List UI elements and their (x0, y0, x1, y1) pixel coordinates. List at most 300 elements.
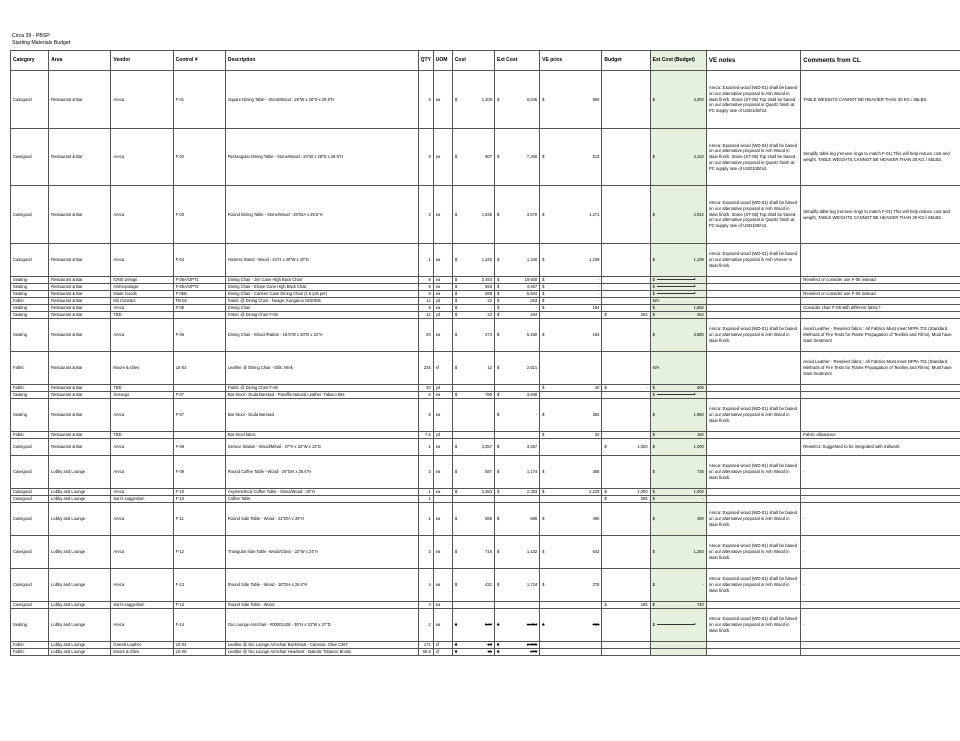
ve-notes-cell[interactable]: Areca: Exposed wood (WD-01) shall be based on our alternative proposal in Ash Wood in stain finish. Stone (ST-05) Top shall be based on our alternative proposal in Quartz finish at PC supply rate of USD100/m2. (706, 71, 800, 129)
cl-comments-cell[interactable]: Reselect: Suggested to be integrated with millwork (801, 439, 960, 456)
ext-cost-cell[interactable]: $ 686 (494, 503, 539, 536)
uom-cell[interactable]: sf (433, 642, 452, 649)
ext-cost-budget-cell[interactable]: $ 3,880 (650, 319, 706, 352)
ext-cost-cell[interactable]: $ 263 (494, 298, 539, 305)
description-cell[interactable]: Coffee Table (225, 496, 418, 503)
cost-cell[interactable] (452, 602, 494, 609)
cost-cell[interactable]: $ 686 (452, 503, 494, 536)
ve-notes-cell[interactable] (706, 352, 800, 385)
description-cell[interactable]: Rectangular Dining Table - Stone/Wood - 24"W x 28"D x 29.5"H (225, 129, 418, 186)
vendor-cell[interactable]: Made Goods (111, 291, 173, 298)
control-cell[interactable]: F-02 (173, 129, 225, 186)
ext-cost-cell[interactable]: $ 5,504 (494, 291, 539, 298)
cost-cell[interactable] (452, 496, 494, 503)
area-cell[interactable]: Lobby and Lounge (49, 456, 111, 489)
ext-cost-cell[interactable]: $ 2,621 (494, 352, 539, 385)
ve-price-cell[interactable]: $ - (540, 298, 602, 305)
qty-cell[interactable]: 225 (418, 352, 433, 385)
cost-cell[interactable]: $ - (452, 305, 494, 312)
ve-notes-cell[interactable] (706, 489, 800, 496)
uom-cell[interactable]: ea (433, 71, 452, 129)
ve-price-cell[interactable] (540, 649, 602, 656)
vendor-cell[interactable]: Areca (111, 319, 173, 352)
ext-cost-cell[interactable]: $ 1,432 (494, 536, 539, 569)
ext-cost-cell[interactable]: $ 264 (494, 312, 539, 319)
uom-cell[interactable]: ea (433, 489, 452, 496)
ext-cost-budget-cell[interactable]: $ (650, 291, 706, 298)
uom-cell[interactable]: ea (433, 609, 452, 642)
ext-cost-cell[interactable]: $ 7,256 (494, 129, 539, 186)
area-cell[interactable]: Lobby and Lounge (49, 503, 111, 536)
control-cell[interactable]: F-06 (173, 319, 225, 352)
ext-cost-cell[interactable]: $ 678 (494, 649, 539, 656)
category-cell[interactable]: Casegood (11, 129, 49, 186)
column-header[interactable]: QTY (418, 51, 433, 71)
ve-price-cell[interactable]: $ 860 (540, 71, 602, 129)
vendor-cell[interactable]: Sari's suggestion (111, 602, 173, 609)
vendor-cell[interactable]: Areca (111, 536, 173, 569)
cl-comments-cell[interactable]: TABLE WEIGHTS CANNOT BE HEAVIER THAN 30 KG / 65LBS. (801, 71, 960, 129)
vendor-cell[interactable]: Sari's suggestion (111, 496, 173, 503)
area-cell[interactable]: Lobby and Lounge (49, 602, 111, 609)
uom-cell[interactable]: yd (433, 432, 452, 439)
budget-cell[interactable] (602, 186, 650, 244)
ext-cost-budget-cell[interactable]: $ 1,552 (650, 305, 706, 312)
ext-cost-budget-cell[interactable]: $ 150 (650, 432, 706, 439)
description-cell[interactable]: Square Dining Table - Stone/Wood - 28"W x 28"D x 29.5"H (225, 71, 418, 129)
ext-cost-budget-cell[interactable]: $ 1,000 (650, 439, 706, 456)
budget-cell[interactable] (602, 129, 650, 186)
ve-price-cell[interactable] (540, 642, 602, 649)
description-cell[interactable]: Fabric @ Dining Chair F-06 (225, 385, 418, 392)
cost-cell[interactable]: $ 273 (452, 319, 494, 352)
budget-cell[interactable] (602, 284, 650, 291)
ext-cost-cell[interactable]: $ 3,357 (494, 439, 539, 456)
vendor-cell[interactable]: Areca (111, 489, 173, 496)
ve-notes-cell[interactable]: Areca: Exposed wood (WD-01) shall be based on our alternative proposal in Ash Wood in stain finish. (706, 536, 800, 569)
area-cell[interactable]: Restaurant & Bar (49, 432, 111, 439)
area-cell[interactable]: Lobby and Lounge (49, 649, 111, 656)
uom-cell[interactable]: ea (433, 244, 452, 277)
area-cell[interactable]: Restaurant & Bar (49, 277, 111, 284)
cl-comments-cell[interactable] (801, 312, 960, 319)
budget-cell[interactable]: $ 1,000 (602, 489, 650, 496)
area-cell[interactable]: Lobby and Lounge (49, 642, 111, 649)
uom-cell[interactable] (433, 496, 452, 503)
ve-notes-cell[interactable]: Areca: Exposed wood (WD-01) shall be based on our alternative proposal in Ash Wood in stain finish. Stone (ST-05) Top shall be based on our alternative proposal in Quartz finish at PC supply rate of USD100/m2. (706, 186, 800, 244)
budget-cell[interactable] (602, 503, 650, 536)
control-cell[interactable]: F-07 (173, 399, 225, 432)
category-cell[interactable]: Fabric (11, 432, 49, 439)
column-header[interactable]: VE notes (706, 51, 800, 71)
area-cell[interactable]: Restaurant & Bar (49, 71, 111, 129)
ve-notes-cell[interactable] (706, 392, 800, 399)
ext-cost-cell[interactable] (494, 385, 539, 392)
description-cell[interactable]: Bar Stool - Duda Barstool - Paraffin Natural Leather: Tabaco 894 (225, 392, 418, 399)
description-cell[interactable]: Gio Lounge Armchair - #00001428 - 35"H x 33"W x 37"D (225, 609, 418, 642)
ext-cost-cell[interactable]: $ 6,045 (494, 71, 539, 129)
uom-cell[interactable]: ea (433, 291, 452, 298)
vendor-cell[interactable]: Moore & Giles (111, 352, 173, 385)
category-cell[interactable]: Fabric (11, 642, 49, 649)
ext-cost-cell[interactable]: $ 1,340 (494, 244, 539, 277)
ve-notes-cell[interactable]: Areca: Exposed wood (WD-01) shall be based on our alternative proposal in Ash Wood in stain finish. (706, 609, 800, 642)
uom-cell[interactable]: ea (433, 186, 452, 244)
ve-price-cell[interactable] (540, 439, 602, 456)
category-cell[interactable]: Fabric (11, 298, 49, 305)
ext-cost-cell[interactable]: $ - (494, 305, 539, 312)
budget-cell[interactable] (602, 71, 650, 129)
control-cell[interactable]: F-08 (173, 439, 225, 456)
ext-cost-budget-cell[interactable]: $ - (650, 496, 706, 503)
ve-price-cell[interactable] (540, 312, 602, 319)
column-header[interactable]: Budget (602, 51, 650, 71)
description-cell[interactable]: Service Station - Wood/Metal - 37"H x 32"W x 16"D (225, 439, 418, 456)
column-header[interactable]: Area (49, 51, 111, 71)
area-cell[interactable]: Lobby and Lounge (49, 489, 111, 496)
budget-cell[interactable] (602, 291, 650, 298)
description-cell[interactable]: Fabric @ Dining Chair - Nuage; Kangaroo NGE006 (225, 298, 418, 305)
qty-cell[interactable]: 8 (418, 129, 433, 186)
qty-cell[interactable]: 171 (418, 642, 433, 649)
qty-cell[interactable]: 1 (418, 503, 433, 536)
ve-notes-cell[interactable]: Areca: Exposed wood (WD-01) shall be based on our alternative proposal in Ash Wood in stain finish. (706, 399, 800, 432)
cl-comments-cell[interactable]: Avoid Leather - Reselect fabric : All Fabrics Must meet NFPA 701 (Standard Methods of Fire Tests for Flame Propagation of Textiles and Films). Must have stain treatment (801, 352, 960, 385)
cost-cell[interactable]: $ 688 (452, 291, 494, 298)
vendor-cell[interactable]: Garrett Leather (111, 642, 173, 649)
cl-comments-cell[interactable] (801, 392, 960, 399)
ve-notes-cell[interactable] (706, 432, 800, 439)
vendor-cell[interactable]: Areca (111, 569, 173, 602)
qty-cell[interactable]: 4 (418, 569, 433, 602)
uom-cell[interactable]: yd (433, 298, 452, 305)
category-cell[interactable]: Seating (11, 284, 49, 291)
ve-price-cell[interactable]: $ - (540, 291, 602, 298)
qty-cell[interactable]: 30 (418, 385, 433, 392)
ve-price-cell[interactable] (540, 496, 602, 503)
cl-comments-cell[interactable]: - (801, 536, 960, 569)
vendor-cell[interactable]: Areca (111, 503, 173, 536)
qty-cell[interactable]: 20 (418, 319, 433, 352)
budget-cell[interactable] (602, 609, 650, 642)
ext-cost-budget-cell[interactable]: $ 1,960 (650, 399, 706, 432)
column-header[interactable]: Ext Cost (494, 51, 539, 71)
budget-cell[interactable]: $ 1,000 (602, 439, 650, 456)
control-cell[interactable] (173, 385, 225, 392)
category-cell[interactable]: Casegood (11, 71, 49, 129)
vendor-cell[interactable]: Areca (111, 305, 173, 312)
ext-cost-budget-cell[interactable]: $ 4,300 (650, 71, 706, 129)
budget-cell[interactable] (602, 432, 650, 439)
cost-cell[interactable]: $ 716 (452, 536, 494, 569)
budget-cell[interactable] (602, 319, 650, 352)
control-cell[interactable]: F-10 (173, 489, 225, 496)
cost-cell[interactable]: $ 558 (452, 284, 494, 291)
category-cell[interactable]: Casegood (11, 489, 49, 496)
description-cell[interactable]: Hostess Stand - Wood - 44"H x 30"W x 20"D (225, 244, 418, 277)
cost-cell[interactable]: $ 12 (452, 352, 494, 385)
column-header[interactable]: Comments from CL (801, 51, 960, 71)
vendor-cell[interactable]: Areca (111, 439, 173, 456)
cl-comments-cell[interactable]: Reselect or consider use F-06 instead (801, 291, 960, 298)
ve-price-cell[interactable]: $ 20 (540, 385, 602, 392)
control-cell[interactable]: F-13 (173, 569, 225, 602)
cl-comments-cell[interactable]: Fabric allowance (801, 432, 960, 439)
budget-cell[interactable] (602, 569, 650, 602)
category-cell[interactable]: Seating (11, 277, 49, 284)
description-cell[interactable]: Round Side Table - Wood - 18"DIA x 25.5"H (225, 569, 418, 602)
control-cell[interactable]: F-03 (173, 186, 225, 244)
area-cell[interactable]: Restaurant & Bar (49, 291, 111, 298)
ext-cost-budget-cell[interactable]: $ 4,104 (650, 129, 706, 186)
qty-cell[interactable]: 4 (418, 602, 433, 609)
budget-cell[interactable] (602, 456, 650, 489)
category-cell[interactable]: Seating (11, 392, 49, 399)
category-cell[interactable]: Casegood (11, 503, 49, 536)
ext-cost-budget-cell[interactable]: $ 736 (650, 456, 706, 489)
cl-comments-cell[interactable] (801, 385, 960, 392)
budget-cell[interactable] (602, 298, 650, 305)
control-cell[interactable]: FB-04 (173, 298, 225, 305)
ve-notes-cell[interactable] (706, 642, 800, 649)
control-cell[interactable]: LE-05 (173, 649, 225, 656)
ve-notes-cell[interactable]: Areca: Exposed wood (WD-01) shall be based on our alternative proposal in Ash Wood in stain finish. (706, 569, 800, 602)
ext-cost-cell[interactable]: $ 19,600 (494, 277, 539, 284)
description-cell[interactable]: Dining Chair - Eloise Cane High Back Chair (225, 284, 418, 291)
description-cell[interactable]: Leather @ Gio Lounge Armchair Headrest - Dakota: Tobacco Brown (225, 649, 418, 656)
vendor-cell[interactable]: Moore & Giles (111, 649, 173, 656)
vendor-cell[interactable]: Areca (111, 71, 173, 129)
qty-cell[interactable]: 2 (418, 186, 433, 244)
cost-cell[interactable]: $ 2,383 (452, 489, 494, 496)
vendor-cell[interactable]: Areca (111, 129, 173, 186)
cl-comments-cell[interactable]: - (801, 456, 960, 489)
uom-cell[interactable]: ea (433, 399, 452, 432)
cl-comments-cell[interactable]: - (801, 569, 960, 602)
ext-cost-cell[interactable]: $ 4,467 (494, 284, 539, 291)
cl-comments-cell[interactable]: - (801, 503, 960, 536)
description-cell[interactable]: Bar Stool fabric (225, 432, 418, 439)
area-cell[interactable]: Restaurant & Bar (49, 244, 111, 277)
cost-cell[interactable]: $ 587 (452, 456, 494, 489)
qty-cell[interactable]: 8 (418, 305, 433, 312)
ve-price-cell[interactable]: $ 1,109 (540, 244, 602, 277)
category-cell[interactable]: Casegood (11, 496, 49, 503)
category-cell[interactable]: Casegood (11, 244, 49, 277)
cost-cell[interactable]: $ 3,357 (452, 439, 494, 456)
budget-cell[interactable]: $ 185 (602, 602, 650, 609)
budget-cell[interactable] (602, 399, 650, 432)
description-cell[interactable]: Dining Chair - Wood /Rattan - 18.5"W x 20"D x 34"H (225, 319, 418, 352)
cost-cell[interactable]: $ 431 (452, 569, 494, 602)
ve-notes-cell[interactable]: Areca: Exposed wood (WD-01) shall be based on our alternative proposal in Ash Wood in stain finish. (706, 456, 800, 489)
description-cell[interactable]: Round Dining Table - Stone/Wood - 28"DIA x 29.5"H (225, 186, 418, 244)
category-cell[interactable]: Casegood (11, 186, 49, 244)
cl-comments-cell[interactable]: - (801, 489, 960, 496)
cost-cell[interactable]: $ 1,209 (452, 71, 494, 129)
column-header[interactable]: Control # (173, 51, 225, 71)
category-cell[interactable]: Seating (11, 305, 49, 312)
ve-notes-cell[interactable] (706, 602, 800, 609)
column-header[interactable]: Category (11, 51, 49, 71)
cost-cell[interactable]: $ 11 (452, 649, 494, 656)
uom-cell[interactable]: ea (433, 536, 452, 569)
qty-cell[interactable]: 8 (418, 291, 433, 298)
cl-comments-cell[interactable] (801, 244, 960, 277)
ve-price-cell[interactable]: $ - (540, 284, 602, 291)
ve-notes-cell[interactable]: Areca: Exposed wood (WD-01) shall be based on our alternative proposal in Ash Veneer in stain finish. (706, 244, 800, 277)
category-cell[interactable]: Casegood (11, 569, 49, 602)
budget-cell[interactable] (602, 352, 650, 385)
description-cell[interactable]: Round Side Table - Wood (225, 602, 418, 609)
vendor-cell[interactable]: Areca (111, 609, 173, 642)
cost-cell[interactable]: $ 907 (452, 129, 494, 186)
ext-cost-budget-cell[interactable]: $ (650, 284, 706, 291)
control-cell[interactable]: F-14 (173, 609, 225, 642)
ext-cost-cell[interactable]: $ 1,174 (494, 456, 539, 489)
qty-cell[interactable]: 12 (418, 312, 433, 319)
ext-cost-budget-cell[interactable]: $ 1,109 (650, 244, 706, 277)
ext-cost-cell[interactable]: $ 1,894 (494, 609, 539, 642)
ext-cost-budget-cell[interactable] (650, 642, 706, 649)
ve-notes-cell[interactable] (706, 439, 800, 456)
control-cell[interactable] (173, 312, 225, 319)
cost-cell[interactable] (452, 385, 494, 392)
description-cell[interactable]: Round Coffee Table - Wood - 26"DIA x 25.5"H (225, 456, 418, 489)
ext-cost-cell[interactable]: $ 3,670 (494, 186, 539, 244)
ext-cost-budget-cell[interactable]: $ (650, 609, 706, 642)
uom-cell[interactable]: ea (433, 305, 452, 312)
cl-comments-cell[interactable]: - (801, 649, 960, 656)
vendor-cell[interactable]: Areca (111, 244, 173, 277)
ext-cost-budget-cell[interactable]: $ (650, 277, 706, 284)
area-cell[interactable]: Restaurant & Bar (49, 439, 111, 456)
budget-cell[interactable] (602, 305, 650, 312)
control-cell[interactable] (173, 432, 225, 439)
area-cell[interactable]: Lobby and Lounge (49, 569, 111, 602)
category-cell[interactable]: Casegood (11, 602, 49, 609)
area-cell[interactable]: Restaurant & Bar (49, 385, 111, 392)
control-cell[interactable]: F-07 (173, 392, 225, 399)
category-cell[interactable]: Fabric (11, 352, 49, 385)
ve-price-cell[interactable]: $ - (540, 277, 602, 284)
category-cell[interactable]: Seating (11, 399, 49, 432)
cost-cell[interactable]: $ 18 (452, 642, 494, 649)
uom-cell[interactable]: yd (433, 312, 452, 319)
qty-cell[interactable]: 5 (418, 71, 433, 129)
area-cell[interactable]: Lobby and Lounge (49, 496, 111, 503)
ext-cost-budget-cell[interactable]: $ 2,542 (650, 186, 706, 244)
control-cell[interactable]: F-05A/OPT1 (173, 277, 225, 284)
vendor-cell[interactable]: TBD (111, 432, 173, 439)
ve-notes-cell[interactable] (706, 277, 800, 284)
area-cell[interactable]: Restaurant & Bar (49, 399, 111, 432)
ve-price-cell[interactable]: $ 20 (540, 432, 602, 439)
cost-cell[interactable]: $ 1,835 (452, 186, 494, 244)
ve-price-cell[interactable]: $ 392 (540, 399, 602, 432)
budget-cell[interactable] (602, 244, 650, 277)
category-cell[interactable]: Seating (11, 609, 49, 642)
ext-cost-budget-cell[interactable]: N/A (650, 298, 706, 305)
uom-cell[interactable]: ea (433, 284, 452, 291)
category-cell[interactable]: Casegood (11, 456, 49, 489)
control-cell[interactable]: F-12 (173, 536, 225, 569)
qty-cell[interactable]: 5 (418, 392, 433, 399)
ext-cost-cell[interactable] (494, 432, 539, 439)
category-cell[interactable]: Casegood (11, 439, 49, 456)
area-cell[interactable]: Restaurant & Bar (49, 284, 111, 291)
area-cell[interactable]: Restaurant & Bar (49, 129, 111, 186)
area-cell[interactable]: Restaurant & Bar (49, 298, 111, 305)
uom-cell[interactable]: ea (433, 277, 452, 284)
ext-cost-cell[interactable]: $ 1,724 (494, 569, 539, 602)
ext-cost-cell[interactable]: $ 2,989 (494, 642, 539, 649)
category-cell[interactable]: Casegood (11, 536, 49, 569)
ext-cost-budget-cell[interactable]: $ 490 (650, 503, 706, 536)
ve-notes-cell[interactable] (706, 496, 800, 503)
cost-cell[interactable]: $ 947 (452, 609, 494, 642)
uom-cell[interactable]: ea (433, 439, 452, 456)
budget-cell[interactable]: $ - (602, 385, 650, 392)
description-cell[interactable]: Dining Chair - Jim Cane High Back Chair (225, 277, 418, 284)
ve-notes-cell[interactable] (706, 284, 800, 291)
qty-cell[interactable]: 8 (418, 277, 433, 284)
vendor-cell[interactable]: IONS Design (111, 277, 173, 284)
ve-notes-cell[interactable] (706, 649, 800, 656)
ext-cost-cell[interactable]: $ 3,938 (494, 392, 539, 399)
vendor-cell[interactable]: Sossego (111, 392, 173, 399)
qty-cell[interactable]: 5 (418, 399, 433, 432)
ve-price-cell[interactable]: $ 490 (540, 503, 602, 536)
ext-cost-budget-cell[interactable]: $ (650, 392, 706, 399)
ext-cost-budget-cell[interactable] (650, 649, 706, 656)
qty-cell[interactable]: 1 (418, 489, 433, 496)
cl-comments-cell[interactable]: Avoid Leather - Reselect fabric : All Fabrics Must meet NFPA 701 (Standard Methods of Fire Tests for Flame Propagation of Textiles and Films). Must have stain treatment (801, 319, 960, 352)
ve-notes-cell[interactable] (706, 305, 800, 312)
ext-cost-cell[interactable]: $ 5,460 (494, 319, 539, 352)
ve-notes-cell[interactable]: Areca: Exposed wood (WD-01) shall be based on our alternative proposal in Ash Wood in stain finish. (706, 503, 800, 536)
category-cell[interactable]: Seating (11, 319, 49, 352)
vendor-cell[interactable]: Areca (111, 456, 173, 489)
vendor-cell[interactable]: Anthropologie (111, 284, 173, 291)
description-cell[interactable]: Bar Stool - Duda Barstool (225, 399, 418, 432)
uom-cell[interactable]: ea (433, 392, 452, 399)
ext-cost-budget-cell[interactable]: $ 600 (650, 385, 706, 392)
uom-cell[interactable]: ea (433, 569, 452, 602)
ext-cost-cell[interactable]: $ 2,383 (494, 489, 539, 496)
ve-price-cell[interactable]: $ 642 (540, 536, 602, 569)
uom-cell[interactable]: ea (433, 456, 452, 489)
uom-cell[interactable]: ea (433, 319, 452, 352)
budget-cell[interactable]: $ 395 (602, 496, 650, 503)
ext-cost-budget-cell[interactable]: $ 740 (650, 602, 706, 609)
ve-price-cell[interactable]: $ 194 (540, 305, 602, 312)
qty-cell[interactable]: 12 (418, 298, 433, 305)
category-cell[interactable]: Fabric (11, 649, 49, 656)
area-cell[interactable]: Restaurant & Bar (49, 186, 111, 244)
budget-cell[interactable] (602, 642, 650, 649)
description-cell[interactable]: Dining Chair (225, 305, 418, 312)
vendor-cell[interactable]: TBD (111, 385, 173, 392)
cl-comments-cell[interactable] (801, 298, 960, 305)
ve-notes-cell[interactable] (706, 312, 800, 319)
area-cell[interactable]: Restaurant & Bar (49, 392, 111, 399)
vendor-cell[interactable]: Areca (111, 186, 173, 244)
cl-comments-cell[interactable]: Consider chair F-06 with different fabric? (801, 305, 960, 312)
vendor-cell[interactable]: TBD (111, 312, 173, 319)
qty-cell[interactable]: 2 (418, 536, 433, 569)
vendor-cell[interactable]: Areca (111, 399, 173, 432)
